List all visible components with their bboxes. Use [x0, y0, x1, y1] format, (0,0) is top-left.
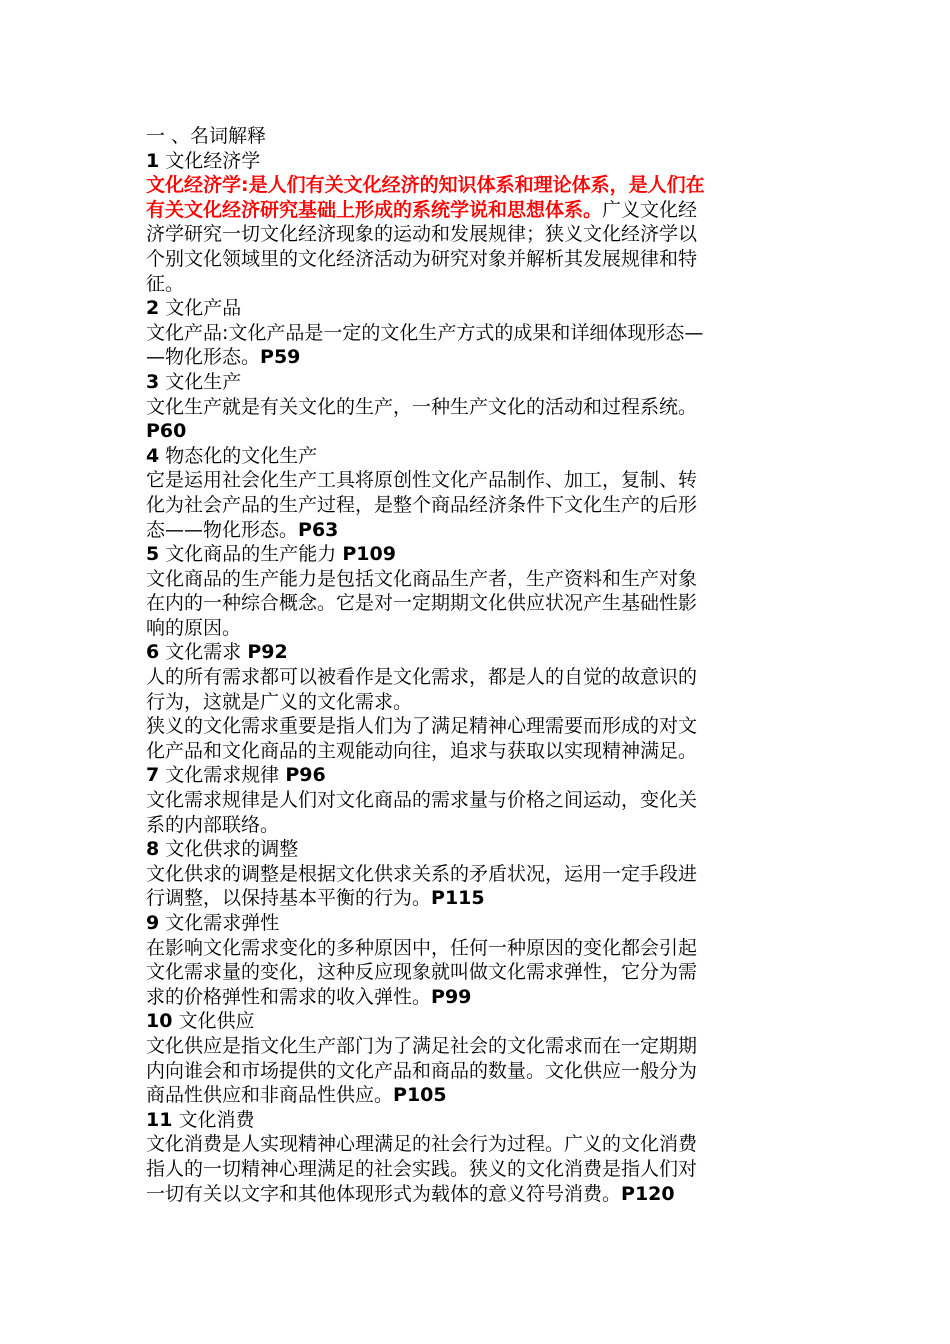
- term-name: 文化商品的生产能力: [165, 543, 337, 566]
- definition-line: [146, 591, 816, 616]
- definition-text: 态——物化形态。: [146, 518, 299, 541]
- term-heading: [146, 370, 816, 395]
- term-heading: [146, 296, 816, 321]
- term-name: 文化供应: [178, 1010, 255, 1033]
- term-number: 11: [146, 1108, 173, 1131]
- definition-text: 它是运用社会化生产工具将原创性文化产品制作、加工，复制、转: [146, 469, 698, 492]
- term-number: 10: [146, 1010, 173, 1033]
- term-number: 1: [146, 149, 160, 172]
- highlighted-definition: 有关文化经济研究基础上形成的系统学说和思想体系。: [146, 198, 603, 221]
- term-heading: [146, 763, 816, 788]
- term-number: 5: [146, 543, 160, 566]
- term-heading: [146, 837, 816, 862]
- definition-line: [146, 395, 816, 420]
- term-name: 文化产品: [165, 297, 242, 320]
- definition-text: 人的所有需求都可以被看作是文化需求，都是人的自觉的故意识的: [146, 666, 698, 689]
- definition-text: —物化形态。: [146, 346, 261, 369]
- term-heading: [146, 444, 816, 469]
- definition-line: [146, 419, 816, 444]
- definition-text: 广义文化经: [602, 198, 698, 221]
- definition-line: [146, 1083, 816, 1108]
- definition-text: 内向谁会和市场提供的文化产品和商品的数量。文化供应一般分为: [146, 1059, 698, 1082]
- term-name: 文化需求: [165, 641, 242, 664]
- glossary-list: [146, 149, 816, 1207]
- definition-text: 狭义的文化需求重要是指人们为了满足精神心理需要而形成的对文: [146, 715, 698, 738]
- definition-line: [146, 1157, 816, 1182]
- definition-line: [146, 862, 816, 887]
- definition-line: [146, 468, 816, 493]
- page-reference: P115: [431, 887, 485, 910]
- definition-line: [146, 665, 816, 690]
- definition-line: [146, 222, 816, 247]
- term-number: 7: [146, 764, 160, 787]
- definition-text: 在影响文化需求变化的多种原因中，任何一种原因的变化都会引起: [146, 936, 698, 959]
- definition-line: [146, 247, 816, 272]
- definition-line: [146, 1182, 816, 1207]
- document-page: [146, 124, 816, 1206]
- definition-text: 征。: [146, 272, 185, 295]
- definition-text: 行调整，以保持基本平衡的行为。: [146, 887, 432, 910]
- term-number: 4: [146, 444, 160, 467]
- definition-line: [146, 739, 816, 764]
- term-name: 文化需求规律: [165, 764, 280, 787]
- definition-text: 个别文化领域里的文化经济活动为研究对象并解析其发展规律和特: [146, 247, 698, 270]
- term-heading: [146, 149, 816, 174]
- section-title: 一 、名词解释: [146, 125, 267, 147]
- page-reference: P59: [260, 346, 301, 369]
- definition-text: 系的内部联络。: [146, 813, 280, 836]
- definition-text: 文化生产就是有关文化的生产，一种生产文化的活动和过程系统。: [146, 395, 698, 418]
- definition-line: [146, 985, 816, 1010]
- page-reference: P60: [146, 420, 187, 443]
- term-heading: [146, 640, 816, 665]
- definition-line: [146, 198, 816, 223]
- page-reference: P63: [298, 518, 339, 541]
- definition-line: [146, 788, 816, 813]
- definition-line: [146, 518, 816, 543]
- page-reference: P120: [621, 1182, 675, 1205]
- page-reference: P96: [285, 764, 326, 787]
- definition-line: [146, 567, 816, 592]
- definition-text: 指人的一切精神心理满足的社会实践。狭义的文化消费是指人们对: [146, 1157, 698, 1180]
- term-name: 文化需求弹性: [165, 912, 280, 934]
- definition-line: [146, 714, 816, 739]
- definition-line: [146, 345, 816, 370]
- term-name: 文化供求的调整: [165, 838, 299, 861]
- definition-line: [146, 960, 816, 985]
- definition-text: 文化需求量的变化，这种反应现象就叫做文化需求弹性，它分为需: [146, 961, 698, 984]
- definition-text: 文化供应是指文化生产部门为了满足社会的文化需求而在一定期期: [146, 1034, 698, 1057]
- page-reference: P92: [247, 641, 288, 664]
- term-heading: [146, 1009, 816, 1034]
- definition-line: [146, 886, 816, 911]
- definition-text: 文化消费是人实现精神心理满足的社会行为过程。广义的文化消费: [146, 1133, 698, 1156]
- definition-text: 文化需求规律是人们对文化商品的需求量与价格之间运动，变化关: [146, 789, 698, 812]
- definition-text: 化为社会产品的生产过程，是整个商品经济条件下文化生产的后形: [146, 493, 698, 516]
- term-number: 8: [146, 838, 160, 861]
- definition-line: [146, 321, 816, 346]
- definition-text: 行为，这就是广义的文化需求。: [146, 690, 413, 713]
- definition-line: [146, 493, 816, 518]
- term-number: 6: [146, 641, 160, 664]
- definition-line: [146, 690, 816, 715]
- definition-line: [146, 272, 816, 297]
- definition-line: [146, 1059, 816, 1084]
- definition-text: 求的价格弹性和需求的收入弹性。: [146, 985, 432, 1008]
- definition-text: 响的原因。: [146, 616, 242, 639]
- definition-text: 商品性供应和非商品性供应。: [146, 1084, 394, 1107]
- term-name: 文化生产: [165, 370, 242, 393]
- definition-text: 在内的一种综合概念。它是对一定期期文化供应状况产生基础性影: [146, 592, 698, 615]
- definition-text: 济学研究一切文化经济现象的运动和发展规律；狭义文化经济学以: [146, 223, 698, 246]
- definition-text: 化产品和文化商品的主观能动向往，追求与获取以实现精神满足。: [146, 739, 698, 762]
- term-number: 9: [146, 912, 160, 934]
- term-heading: [146, 1108, 816, 1133]
- definition-line: [146, 936, 816, 961]
- page-reference: P109: [342, 543, 396, 566]
- definition-text: 一切有关以文字和其他体现形式为载体的意义符号消费。: [146, 1182, 622, 1205]
- term-heading: [146, 542, 816, 567]
- highlighted-definition: 文化经济学:是人们有关文化经济的知识体系和理论体系，是人们在: [146, 174, 705, 197]
- definition-text: 文化供求的调整是根据文化供求关系的矛盾状况，运用一定手段进: [146, 862, 698, 885]
- term-heading: [146, 911, 816, 936]
- definition-line: [146, 1132, 816, 1157]
- term-name: 物态化的文化生产: [165, 444, 318, 467]
- definition-line: [146, 173, 816, 198]
- page-reference: P99: [431, 985, 472, 1008]
- definition-line: [146, 1034, 816, 1059]
- definition-line: [146, 616, 816, 641]
- term-number: 3: [146, 370, 160, 393]
- page-reference: P105: [393, 1084, 447, 1107]
- definition-text: 文化产品:文化产品是一定的文化生产方式的成果和详细体现形态—: [146, 321, 704, 344]
- definition-line: [146, 813, 816, 838]
- term-name: 文化消费: [178, 1108, 255, 1131]
- term-number: 2: [146, 297, 160, 320]
- definition-text: 文化商品的生产能力是包括文化商品生产者，生产资料和生产对象: [146, 567, 698, 590]
- term-name: 文化经济学: [165, 149, 261, 172]
